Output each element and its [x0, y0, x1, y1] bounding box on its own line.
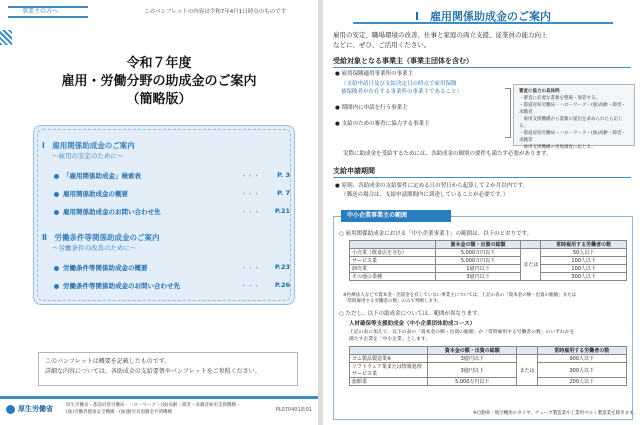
sme-table: 資本金の額・出資の総額 常時雇用する労働者の数 小売業（飲食店を含む） 5,000万円以下 または 50人以下 サービス業 5,000万円以下 100人以下 卸売業 1億円以下 100人以下 その他の業種 3億円以下 300人以下 [349, 240, 627, 281]
table-row: 卸売業 1億円以下 100人以下 [350, 265, 627, 273]
bullet-icon [54, 284, 59, 289]
table-row: 旅館業 5,000万円以下 200人以下 [350, 378, 627, 386]
audience-tag: 事業主の方へ [8, 6, 88, 18]
toc-page-number: P.21 [274, 207, 290, 215]
contact-organizations: 厚生労働省・都道府県労働局・ハローワーク・(独)高齢・障害・求職者雇用支援機構・ (独)労働者健康安全機構・(独)勤労者退職金共済機構 [66, 403, 241, 415]
toc-page-number: P.23 [274, 263, 290, 271]
bullet-icon [54, 174, 59, 179]
toc-page-number: P. 3 [277, 171, 290, 179]
toc-section-2-subtitle: ～労働条件の改善のために～ [52, 244, 137, 252]
toc-page-number: P. 7 [277, 189, 290, 197]
title-main: 雇用・労働分野の助成金のご案内 [61, 74, 257, 89]
exception-table: 資本金の額・出資の総額 常時雇用する労働者の数 ゴム製品製造業※ 3億円以下 または 900人以下 ソフトウェア業または情報処理サービス業 3億円以下 300人以下 旅館業 5,000万円以下 200人以下 [349, 346, 627, 386]
exception-text: 上記の表に加えて、以下の表の「資本金の額・出資の総額」か「常時雇用する労働者の数」のいずれかを 満たす企業を「中小企業」とします。 [349, 330, 575, 342]
table-row: サービス業 5,000万円以下 100人以下 [350, 257, 627, 265]
date-note: このパンフレットの内容は令和7年4月1日時点のものです [144, 9, 287, 15]
toc-page-number: P.26 [274, 281, 290, 289]
toc-section-1-title: Ⅰ 雇用関係助成金のご案内 [42, 141, 135, 150]
review-cooperation-box: 審査に協力の具体例 ・審査に必要な書類を整備・保管する。 ・都道府県労働局・ハローワーク・(独)高齢・障害・求職者 雇用支援機構から書類の提出を求められたら応じる。 ・都道府県労働局・ハローワーク・(独)高齢・障害・求職者 雇用支援機構の実地調査に応じる。 [513, 84, 635, 146]
exception-intro: ○ ただし、以下の助成金については、範囲が異なります。 [339, 311, 483, 317]
target-section-title: 受給対象となる事業主（事業主団体を含む） [333, 56, 631, 68]
period-text-2: （郵送の場合は、支給申請期間内に到達していることが必要です。） [341, 192, 509, 198]
sme-intro: ○ 雇用関係助成金における「中小企業事業主」の範囲は、以下のとおりです。 [339, 231, 533, 237]
target-item-3: ● 支給のための審査に協力する事業主 [335, 121, 430, 127]
table-row: ゴム製品製造業※ 3億円以下 または 900人以下 [350, 355, 627, 363]
decorative-stripes [0, 30, 12, 45]
toc-section-2-title: Ⅱ 労働条件等関係助成金のご案内 [42, 233, 160, 242]
summary-note: このパンフレットは概要を記載したものです。 詳細な内容については、各助成金の支給要領やパンフレットをご参照ください。 [38, 352, 298, 386]
intro-text: 雇用の安定、職場環境の改善、仕事と家庭の両立支援、従業員の能力向上 などに、ぜひ、ご活用ください。 [333, 31, 548, 49]
ministry-logo: 厚生労働省 [6, 404, 53, 414]
requirements-note: 実際に助成金を受給するためには、各助成金の個別の要件も満たす必要があります。 [343, 151, 552, 157]
toc-item-contacts[interactable]: 雇用関係助成金のお問い合わせ先 ・・・ P.21 [54, 207, 290, 216]
toc-item-labor-overview[interactable]: 労働条件等関係助成金の概要 ・・・ P.23 [54, 263, 290, 272]
bullet-icon [54, 266, 59, 271]
table-row: その他の業種 3億円以下 300人以下 [350, 273, 627, 281]
table1-note: ※医療法人などで資本金・出資金を有していない事業主については、上記の表の「資本金の額・出資の総額」または 「常時雇用する労働者の数」のみで判断します。 [343, 293, 577, 304]
toc-item-search-table[interactable]: 「雇用関係助成金」検索表 ・・・ P. 3 [54, 171, 290, 180]
toc-item-overview[interactable]: 雇用関係助成金の概要 ・・・ P. 7 [54, 189, 290, 198]
target-item-1-detail-b: 被保険者が存在する事業所の事業主であること） [341, 89, 463, 95]
footer [0, 396, 318, 425]
table-row: 小売業（飲食店を含む） 5,000万円以下 または 50人以下 [350, 249, 627, 257]
target-item-1: ● 雇用保険適用事業所の事業主 [335, 71, 414, 77]
bullet-icon [54, 210, 59, 215]
period-text-1: ● 原則、各助成金の支給要件に定める日の翌日から起算して２か月以内です。 [335, 183, 529, 189]
table-row: ソフトウェア業または情報処理サービス業 3億円以下 300人以下 [350, 363, 627, 378]
left-page [0, 0, 318, 425]
table2-note: ※自動車・航空機用のタイヤ、チューブ製造業や工業用ベルト製造業を除きます。 [473, 411, 638, 416]
title-edition: （簡略版） [126, 92, 192, 107]
toc-section-1-subtitle: ～雇用の安定のために～ [52, 152, 124, 160]
bracket-connector [505, 88, 511, 138]
document-id: PL070401助01 [275, 407, 312, 413]
toc-item-labor-contacts[interactable]: 労働条件等関係助成金のお問い合わせ先 ・・・ P.26 [54, 281, 290, 290]
section-heading: Ⅰ 雇用関係助成金のご案内 [353, 8, 613, 24]
target-item-2: ● 期間内に申請を行う事業主 [335, 105, 408, 111]
sme-section-title: 中小企業事業主の範囲 [341, 210, 451, 222]
period-section-title: 支給申請期間 [333, 166, 631, 178]
right-page [323, 0, 640, 425]
title-year: 令和７年度 [126, 56, 192, 71]
target-item-1-detail-a: （支給申請日及び支給決定日の時点で雇用保険 [341, 81, 457, 87]
bullet-icon [54, 192, 59, 197]
ministry-emblem-icon [6, 405, 15, 414]
exception-title: 人材確保等支援助成金（中小企業団体助成コース） [349, 321, 476, 327]
table-of-contents [33, 125, 295, 305]
